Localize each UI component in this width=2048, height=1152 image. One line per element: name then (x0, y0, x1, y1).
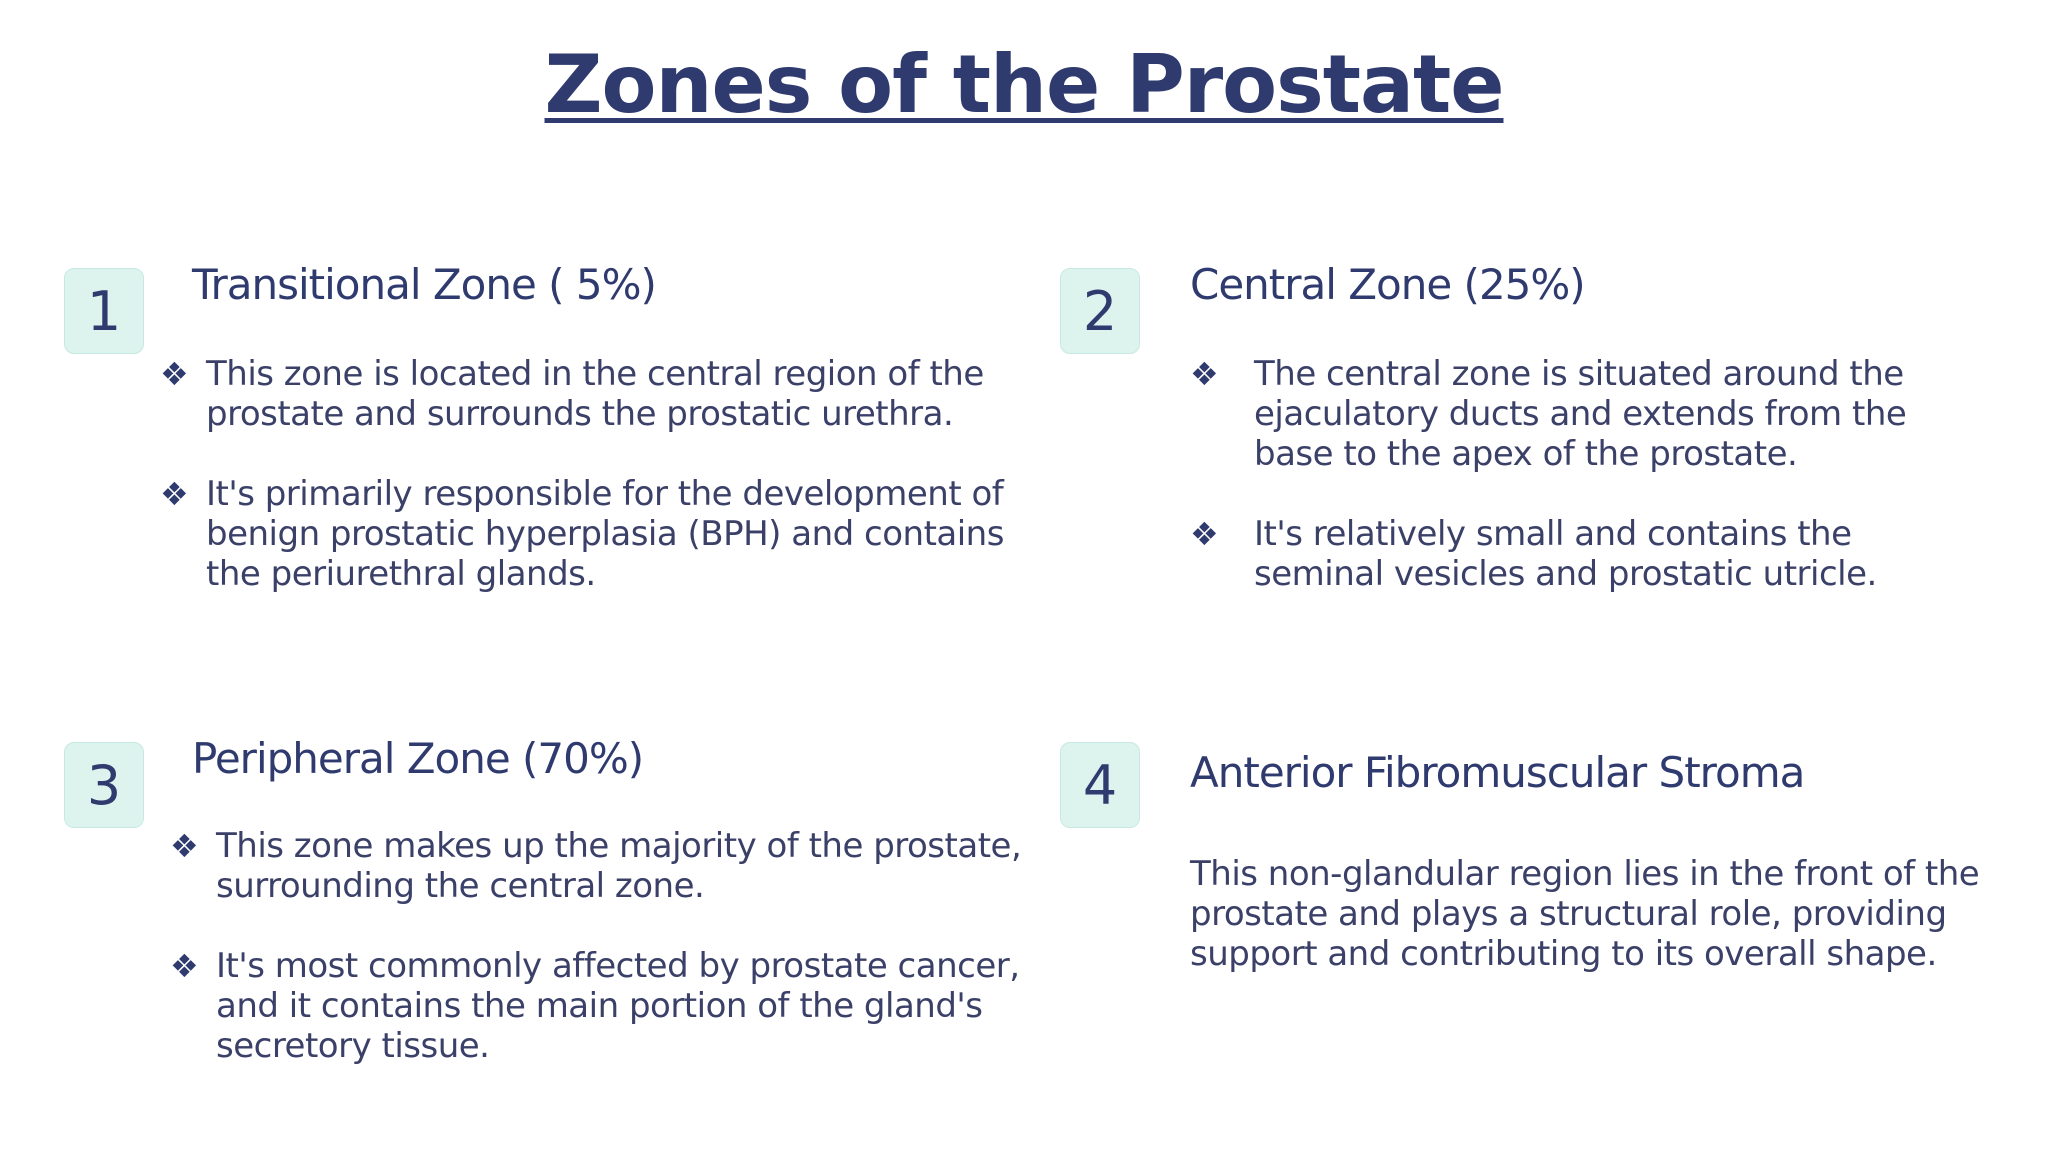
bullet-text: This zone makes up the majority of the prostate, surrounding the central zone. (216, 826, 1022, 906)
zone-number-badge: 4 (1060, 742, 1140, 828)
diamond-bullet-icon: ❖ (160, 355, 189, 393)
zone-description: This non-glandular region lies in the front of the prostate and plays a structural role, providing support and contributing to its overall shape. (1190, 854, 1980, 974)
diamond-bullet-icon: ❖ (1190, 515, 1219, 553)
zone-number-badge: 1 (64, 268, 144, 354)
diamond-bullet-icon: ❖ (1190, 355, 1219, 393)
bullet-item (160, 474, 1040, 594)
zone-number-badge: 3 (64, 742, 144, 828)
bullet-text: It's relatively small and contains the seminal vesicles and prostatic utricle. (1254, 514, 1877, 594)
bullet-text: It's primarily responsible for the development of benign prostatic hyperplasia (BPH) and contains the periurethral glands. (206, 474, 1004, 594)
bullet-item (1190, 354, 1980, 474)
page-title: Zones of the Prostate (544, 38, 1504, 131)
zone-number-badge: 2 (1060, 268, 1140, 354)
diamond-bullet-icon: ❖ (170, 947, 199, 985)
bullet-text: It's most commonly affected by prostate cancer, and it contains the main portion of the gland's secretory tissue. (216, 946, 1020, 1066)
bullet-item (170, 826, 1050, 906)
bullet-item (1190, 514, 1980, 594)
bullet-text: This zone is located in the central region of the prostate and surrounds the prostatic urethra. (206, 354, 984, 434)
zone-heading: Central Zone (25%) (1190, 260, 1585, 309)
diamond-bullet-icon: ❖ (160, 475, 189, 513)
bullet-text: The central zone is situated around the ejaculatory ducts and extends from the base to the apex of the prostate. (1254, 354, 1907, 474)
diamond-bullet-icon: ❖ (170, 827, 199, 865)
bullet-list (170, 826, 1050, 1106)
zone-heading: Peripheral Zone (70%) (192, 734, 644, 783)
bullet-list (160, 354, 1040, 634)
zone-heading: Anterior Fibromuscular Stroma (1190, 748, 1805, 797)
bullet-item (160, 354, 1040, 434)
bullet-item (170, 946, 1050, 1066)
bullet-list (1190, 354, 1980, 634)
zone-heading: Transitional Zone ( 5%) (192, 260, 656, 309)
